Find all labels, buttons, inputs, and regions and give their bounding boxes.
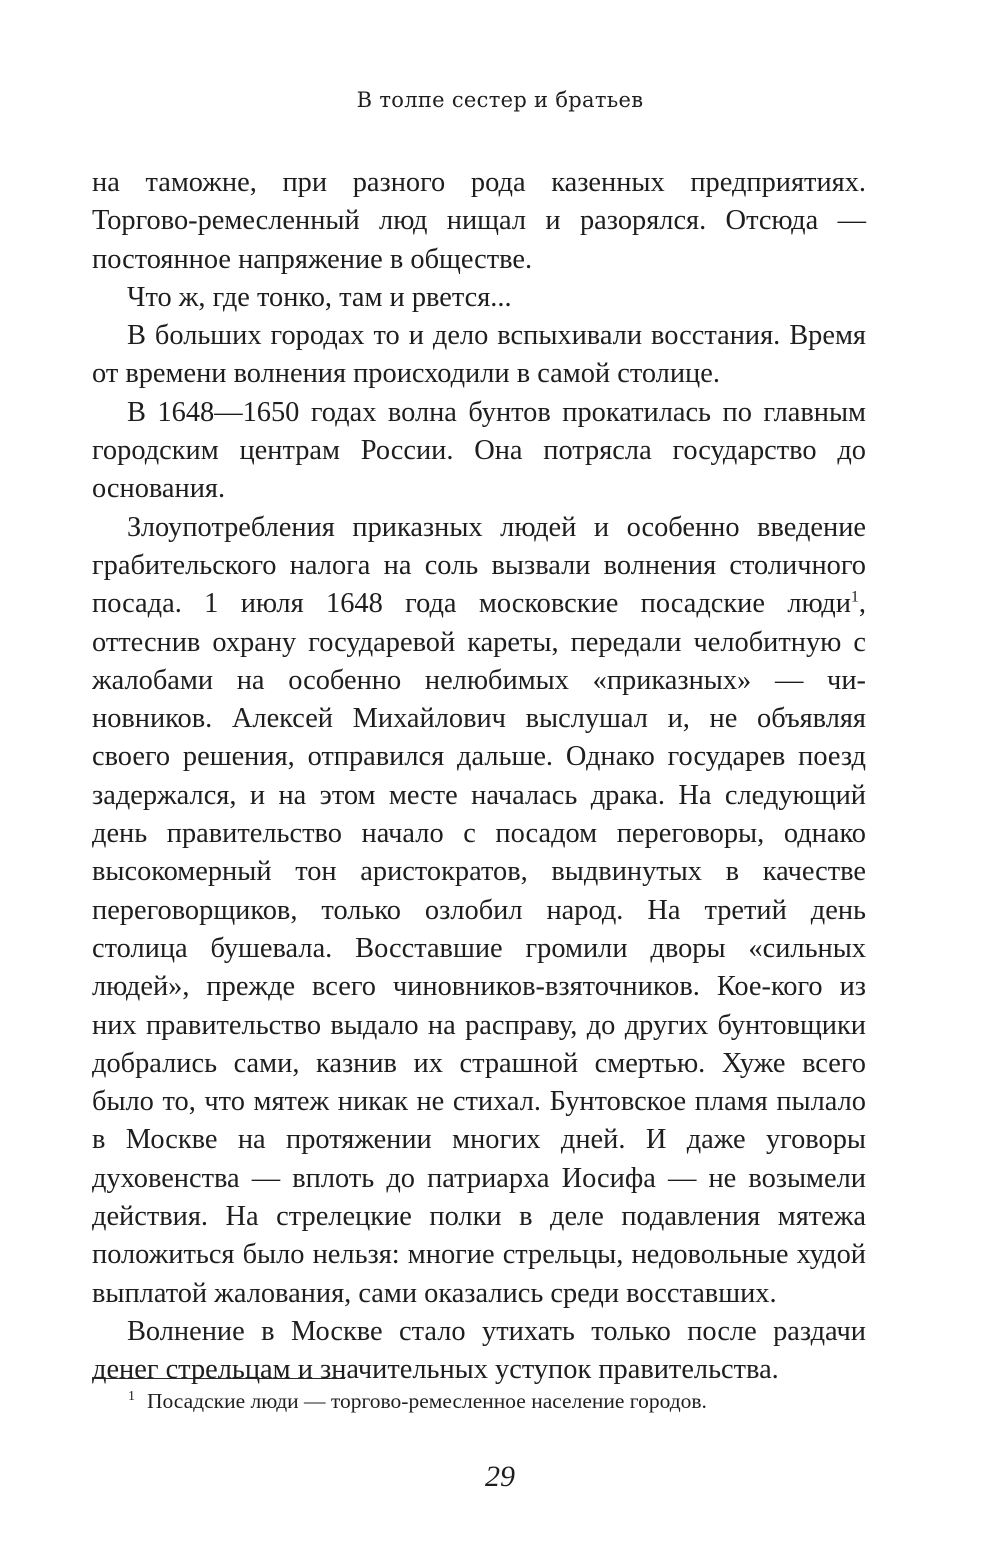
footnote (128, 1386, 868, 1416)
page-number: 29 (485, 1460, 515, 1493)
paragraph-5-text-b: , оттеснив охрану государевой кареты, передали челобитную с жалобами на особенно нелюбимых «приказных» — чиновников. Алексей Михайлович выслушал и, не объявляя своего решения, отправился дальше. Однако государев поезд задержался, и на этом месте началась драка. На следующий день правительство начало с посадом переговоры, однако высокомерный тон аристократов, выдвинутых в качестве переговорщиков, только озлобил народ. На третий день столица бушевала. Восставшие громили дворы «сильных людей», прежде всего чиновников-взяточников. Кое-кого из них правительство выдало на расправу, до других бунтовщики добрались сами, казнив их страшной смертью. Хуже всего было то, что мятеж никак не стихал. Бунтовское пламя пылало в Москве на протяжении многих дней. И даже уговоры духовенства — вплоть до патриарха Иосифа — не возымели действия. На стрелецкие полки в деле подавления мятежа положиться было нельзя: многие стрельцы, недовольные худой выплатой жалования, сами оказались среди восставших. (92, 588, 866, 1309)
footnote-divider (92, 1378, 345, 1379)
footnote-reference: 1 (850, 588, 859, 606)
paragraph-1: на таможне, при разного рода казенных предприятиях. Торгово-ремесленный люд нищал и разорялся. Отсюда — постоянное напряжение в обществе. (92, 167, 866, 275)
paragraph-2: Что ж, где тонко, там и рвется... (127, 281, 512, 313)
footnote-marker: 1 (128, 1388, 135, 1404)
paragraph-6: Волнение в Москве стало утихать только после раздачи денег стрельцам и значительных уступок правительства. (92, 1315, 866, 1386)
paragraph-5-text-a: Злоупотребления приказных людей и особенно введение грабительского налога на соль вызвали волнения столичного посада. 1 июля 1648 года московские посадские люди (92, 511, 866, 620)
footnote-text: Посадские люди — торгово-ремесленное население городов. (147, 1389, 707, 1413)
running-head: В толпе сестер и братьев (356, 88, 644, 112)
body-text (92, 164, 866, 1390)
paragraph-3: В больших городах то и дело вспыхивали восстания. Время от времени волнения происходили в самой столице. (92, 320, 866, 390)
paragraph-5 (92, 509, 866, 1313)
paragraph-4: В 1648—1650 годах волна бунтов прокатилась по главным городским центрам России. Она потрясла государство до основания. (92, 396, 866, 505)
